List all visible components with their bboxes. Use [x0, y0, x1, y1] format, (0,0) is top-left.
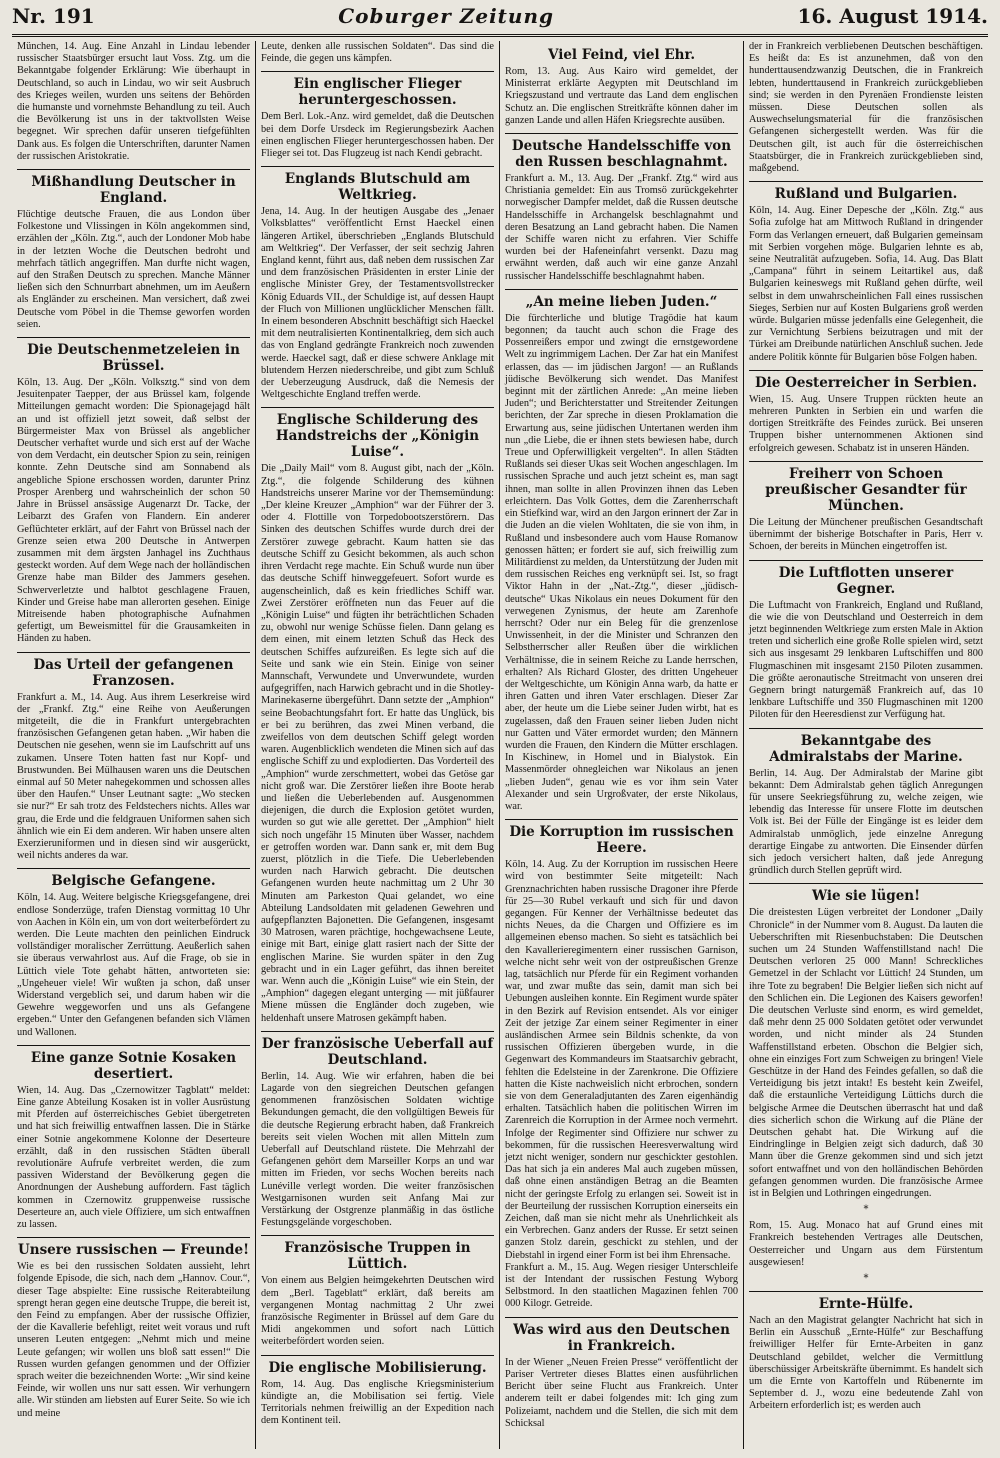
article-heading: Die Luftflotten unserer Gegner.: [749, 560, 983, 597]
article-text: Die dreistesten Lügen verbreitet der Londoner „Daily Chronicle“ in der Nummer vom 8. August. Da lauten die Ueberschriften mit Riesenbuchstaben: Die Deutschen suchen um 24 Stunden Waffenstillstand nach! Die Deutschen verloren 25 000 Mann! Schreckliches Gemetzel in der Schlacht vor Lüttich! 24 Stunden, um ihre Tote zu begraben! Die Belgier ließen sich nicht auf den Schlichen ein. Die Legionen des Kaisers geworfen! Die deutschen Verluste sind enorm, es wird gemeldet, daß mehr denn 25 000 Soldaten getötet oder verwundet worden, und nicht minder als 24 Stunden Waffenstillstand erbeten. Obschon die Belgier sich, ohne ein einziges Fort zum Schweigen zu bringen! Viele Geschütze in der Hand des Feindes gefallen, so daß die Verteidigung bis jetzt intakt! Es besteht kein Zweifel, daß die erstaunliche Verteidigung Lüttichs durch die belgische Armee die Deutschen überrascht hat und daß dies sicherlich schon die Wirkung auf die Pläne der Deutschen gehabt hat. Die Wirkung auf die Eindringlinge in Belgien zeigt sich dadurch, daß 30 Mann über die Grenze gekommen sind und sich jetzt sofort entwaffnet und von den holländischen Behörden gefangen genommen wurden. Die französische Armee ist in Belgien und Lothringen eingedrungen.: [749, 907, 983, 1200]
article-heading: Die Korruption im russischen Heere.: [505, 819, 738, 856]
article-heading: Deutsche Handelsschiffe von den Russen beschlagnahmt.: [505, 133, 738, 170]
article-text: der in Frankreich verbliebenen Deutschen beschäftigen. Es heißt da: Es ist anzunehmen, daß von den hunderttausendzwanzig Deutschen, die in Frankreich lebten, hunderttausend in Frankreich zurückgeblieben sind; sie werden in den Pyrenäen Frondienste leisten müssen. Diese Deutschen sollen als Auswechselungsmaterial für die französischen Gefangenen sichergestellt werden. Was für die Deutschen gilt, ist auch für die österreichischen Staatsbürger, die in Frankreich zurückgeblieben sind, maßgebend.: [749, 41, 983, 175]
article-text: Die Luftmacht von Frankreich, England und Rußland, die wie die von Deutschland und Oesterreich in dem jetzt beginnenden Weltkriege zum ersten Male in Aktion treten und sicherlich eine große Rolle spielen wird, setzt sich aus insgesamt 29 lenkbaren Luftschiffen und 800 Flugmaschinen mit insgesamt 2150 Piloten zusammen. Die größte aeronautische Streitmacht von unseren drei Gegnern bringt naturgemäß Frankreich auf, das 10 lenkbare Luftschiffe und 350 Flugmaschinen mit 1200 Piloten für den Heeresdienst zur Verfügung hat.: [749, 599, 983, 721]
article-text: Köln, 14. Aug. Einer Depesche der „Köln. Ztg.“ aus Sofia zufolge hat am Mittwoch Rußland in dringender Form das Verlangen erneuert, daß Bulgarien gemeinsam mit Serbien vorgehen möge. Bulgarien lehnte es ab, seine Neutralität aufzugeben. Sofia, 14. Aug. Das Blatt „Campana“ führt in seinem Leitartikel aus, daß Bulgarien keineswegs mit Rußland gehen dürfte, weil selbst in dem unwahrscheinlichen Fall eines russischen Sieges, Serbien nur auf Kosten Bulgariens groß werden würde. Bulgarien müsse jedenfalls eine Gelegenheit, die zur Vernichtung Serbiens beizutragen und mit der Türkei am Dreibunde natürlichen Anschluß suchen. Jede andere Politik könnte für Bulgarien böse Folgen haben.: [749, 205, 983, 363]
issue-date: 16. August 1914.: [797, 4, 988, 28]
article-heading: Unsere russischen — Freunde!: [17, 1237, 250, 1258]
article-heading: „An meine lieben Juden.“: [505, 289, 738, 310]
newspaper-title: Coburger Zeitung: [338, 4, 554, 28]
article-heading: Rußland und Bulgarien.: [749, 181, 983, 202]
article-text: Wien, 15. Aug. Unsere Truppen rückten heute an mehreren Punkten in Serbien ein und warfen die dortigen Streitkräfte des Feindes zurück. Bei unseren Truppen bisher unternommenen Aktionen sind erfolgreich gewesen. Schabatz ist in unseren Händen.: [749, 393, 983, 454]
columns: [12, 41, 988, 1449]
article-text: Frankfurt a. M., 13. Aug. Der „Frankf. Ztg.“ wird aus Christiania gemeldet: Ein aus Tromsö zurückgekehrter norwegischer Dampfer meldet, daß die Russen deutsche Handelsschiffe in Archangelsk beschlagnahmt und deren Besatzung an Land gebracht haben. Die Namen der Schiffe waren nicht zu erfahren. Vier Schiffe wurden bei der Hafeneinfahrt versenkt. Dazu mag erwähnt werden, daß auch wir eine ganze Anzahl russischer Handelsschiffe beschlagnahmt haben.: [505, 173, 738, 282]
article-heading: Französische Truppen in Lüttich.: [261, 1235, 494, 1272]
article-text: Frankfurt a. M., 14. Aug. Aus ihrem Leserkreise wird der „Frankf. Ztg.“ eine Reihe von Aeußerungen mitgeteilt, die die in Frankfurt untergebrachten französischen Gefangenen getan haben. „Wir haben die Deutschen nie gesehen, wenn sie im Laufschritt auf uns zukamen. Unsere Toten hatten fast nur Kopf- und Brustwunden. Bei Mülhausen waren uns die Deutschen einmal auf 50 Meter nahegekommen und schossen alles über den Haufen.“ Unser Leutnant sagte: „Wo stecken sie nur?“ Er sah trotz des Feldstechers nichts. Alles war grau, die Erde und die feldgrauen Uniformen sahen sich ähnlich wie ein Ei dem anderen. Wir haben unsere alten Exerzieruniformen und in diesen sind wir ausgerückt, weil nichts anderes da war.: [17, 691, 250, 862]
article-text: Flüchtige deutsche Frauen, die aus London über Folkestone und Vlissingen in Köln angekommen sind, erzählen der „Köln. Ztg.“, auch der Londoner Mob habe in der letzten Woche die Deutschen bedroht und mehrfach tätlich angegriffen. Man durfte nicht wagen, auf den Straßen Deutsch zu sprechen. Manche Männer ließen sich den Schnurrbart abnehmen, um im Aeußern als Engländer zu erscheinen. Man versichert, daß zwei Deutsche vom Pöbel in die Themse geworfen worden seien.: [17, 209, 250, 330]
article-text: Von einem aus Belgien heimgekehrten Deutschen wird dem „Berl. Tageblatt“ erklärt, daß bereits am vergangenen Montag nachmittag 2 Uhr zwei französische Regimenter in Brüssel auf dem Gare du Midi angekommen und sofort nach Lüttich weiterbefördert worden seien.: [261, 1275, 494, 1348]
article-heading: Was wird aus den Deutschen in Frankreich.: [505, 1317, 738, 1354]
article-heading: Freiherr von Schoen preußischer Gesandter für München.: [749, 461, 983, 514]
separator-star: *: [863, 1273, 869, 1285]
article-text: Köln, 14. Aug. Weitere belgische Kriegsgefangene, drei endlose Sonderzüge, trafen Dienstag vormittag 10 Uhr von Aachen in Köln ein, um von dort weiterbefördert zu werden. Die Leute machten den peinlichen Eindruck vollständiger moralischer Zerrüttung. Aeußerlich sahen sie überaus verwahrlost aus. Auf die Frage, ob sie in Lüttich viele Tote gehabt hätten, antworteten sie: „Ungeheuer viele! Wir wußten ja schon, daß unser Widerstand vergeblich sei, und darum haben wir die Gewehre weggeworfen und uns als Gefangene ergeben.“ Unter den Gefangenen befanden sich Vlämen und Wallonen.: [17, 892, 250, 1038]
article-text: Köln, 14. Aug. Zu der Korruption im russischen Heere wird von bestimmter Seite mitgeteilt: Nach Grenznachrichten haben russische Dragoner ihre Pferde für 25—30 Rubel verkauft und sich für und davon gegangen. Für Kenner der Verhältnisse bedeutet das nichts Neues, da die Chargen und Offiziere es im allgemeinen ebenso machen. So sieht es tatsächlich bei den Kavallerieregimentern einer russischen Garnison, welche nicht sehr weit von der ostpreußischen Grenze lag, tatsächlich nur Pferde für ein Regiment vorhanden war, und zwar mußte das sein, damit man sich bei Uebungen ausleihen konnte. Ein Regiment wurde später in den Bezirk auf Revision entsendet. Als vor einiger Zeit der jetzige Zar einem seiner Regimenter in einer ausländischen Armee sein Bildnis schenkte, da von russischen Offizieren übergeben wurde, in die Gegenwart des Kommandeurs im Staatsarchiv gebracht, fehlten die Edelsteine in der Zarenkrone. Die Offiziere hatten die Kiste nachweislich nicht erbrochen, sondern sie von dem Generaladjutanten des Zaren eigenhändig erhalten. Tatsächlich haben die politischen Wirren im Zarenreich die Korruption in der Armee noch vermehrt. Infolge der Regimenter sind Offiziere nur schwer zu bekommen, für die russischen Heeresverwaltung wird jetzt nicht weniger, sondern nur geschickter gestohlen. Das hat sich ja ein anderes Mal auch zugeben müssen, daß ohne einen anständigen Betrag an die Beamten nicht der geringste Erfolg zu erlangen sei. Soweit ist in der Beurteilung der russischen Korruption einerseits ein Zeichen, daß man sie nicht mehr als Unehrlichkeit als ein Verbrechen. Ganz anders der Russe. Er setzt seinen ganzen Stolz darein, geschickt zu stehlen, und der Diebstahl in irgend einer Form ist bei ihm Ehrensache.: [505, 859, 738, 1261]
article-heading: Die englische Mobilisierung.: [261, 1355, 494, 1376]
article-heading: Das Urteil der gefangenen Franzosen.: [17, 652, 250, 689]
article-heading: Bekanntgabe des Admiralstabs der Marine.: [749, 728, 983, 765]
article-heading: Mißhandlung Deutscher in England.: [17, 169, 250, 206]
article-text: Die Leitung der Münchener preußischen Gesandtschaft übernimmt der bisherige Botschafter in Paris, Herr v. Schoen, der bereits in München eingetroffen ist.: [749, 516, 983, 553]
column-3: [500, 41, 744, 1449]
article-heading: Englands Blutschuld am Weltkrieg.: [261, 166, 494, 203]
article-heading: Ein englischer Flieger heruntergeschossen.: [261, 71, 494, 108]
article-text: Dem Berl. Lok.-Anz. wird gemeldet, daß die Deutschen bei dem Dorfe Ursdeck im Regierungsbezirk Aachen einen englischen Flieger heruntergeschossen haben. Der Flieger sei tot. Das Flugzeug ist nach Kendi gebracht.: [261, 111, 494, 160]
article-heading: Die Oesterreicher in Serbien.: [749, 370, 983, 391]
article-heading: Wie sie lügen!: [749, 883, 983, 904]
article-text: Rom, 15. Aug. Monaco hat auf Grund eines mit Frankreich bestehenden Vertrages alle Deutschen, Oesterreicher und Ungarn aus dem Fürstentum ausgewiesen!: [749, 1220, 983, 1268]
column-1: [12, 41, 256, 1449]
column-4: [744, 41, 988, 1449]
article-heading: Viel Feind, viel Ehr.: [547, 47, 696, 63]
article-text: Die fürchterliche und blutige Tragödie hat kaum begonnen; da taucht auch schon die Frage des Possenreißers empor und zwingt die ernstgewordene Welt zu ingrimmigem Lachen. Der Zar hat ein Manifest erlassen, das — im jüdischen Jargon! — an Rußlands jüdische Bevölkerung sich wendet. Das Manifest beginnt mit der zärtlichen Anrede: „An meine lieben Juden“; und Berichterstatter und Streitender Zeitungen berichten, der Zar spreche in diesen Proklamation die Erwartung aus, seine jüdischen Untertanen werden ihm nun „die Liebe, die er ihnen stets bewiesen habe, durch Treue und Opferwilligkeit vergelten“. In allen Städten Rußlands sei dieser Ukas seit Wochen angeschlagen. Im russischen Sprache und auch jetzt scheint es, man sagt ihnen, man sollte in allen Provinzen ihnen das Leben erleichtern. Das Volk Gottes, dem die Zarenherrschaft ein Stiefkind war, wird an den Jargon erinnert der Zar in die Juden an die vielen Wohltaten, die sie von ihm, in Rußland und insbesondere auch vom Hause Romanow genossen hätten; er fordert sie auf, sich freiwillig zum Militärdienst zu melden, da Unterstützung der Juden mit dem russischen Reiches eng verknüpft sei. Ist, so fragt Viktor Hahn in der „Nat.-Ztg.“, dieser „jüdisch-deutsche“ Ukas Nikolaus ein neues Dokument für den verwegenen Zynismus, der heute am Zarenhofe herrscht? Oder nur ein Beleg für die grenzenlose Unwissenheit, in der die Minister und Schranzen den Selbstherrscher aller Reußen über die wirklichen Verhältnisse, die in seinem Reiche zu Lande herrschen, erhalten? Als Richard Gloster, des dritten Ungeheuer der Weltgeschichte, um Königin Anna warb, da hatte er ihren Gatten und ihren Vater erschlagen. Dieser Zar aber, der heute um die Liebe seiner Juden wirbt, hat es zugelassen, daß den Frauen seiner lieben Juden nicht nur Gatten und Väter ermordet wurden; den Männern wurden die Frauen, den Kindern die Mütter erschlagen. In Kischinew, in Homel und in Bialystok. Ein Massenmörder ohnegleichen war Nikolaus an jenen „lieben Juden“, genau wie es vor ihm sein Vater Alexander und sein Urgroßvater, der erste Nikolaus, war.: [505, 312, 738, 812]
article-text: Wie es bei den russischen Soldaten aussieht, lehrt folgende Episode, die sich, nach dem „Hannov. Cour.“, dieser Tage abspielte: Eine russische Reiterabteilung sprengt heran gegen eine deutsche Truppe, die bereit ist, den Feind zu empfangen. Aber der russische Offizier, der die Kavallerie befehligt, reitet weit voraus und ruft unseren Leuten entgegen: „Nehmt mich und meine Leute gefangen; wir wollen uns bloß satt essen!“ Die Russen wurden gefangen genommen und der Offizier sprach weiter die bezeichnenden Worte: „Wir sind keine Feinde, wir wollen uns nur satt essen. Wir verhungern alle. Wir stünden am liebsten auf Eurer Seite. So wie ich und meine: [17, 1261, 250, 1419]
masthead: [12, 4, 988, 37]
article-text: Nach an den Magistrat gelangter Nachricht hat sich in Berlin ein Ausschuß „Ernte-Hülfe“ zur Beschaffung freiwilliger Helfer für Ernte-Arbeiten in ganz Deutschland gebildet, welcher die Vermittlung überschüssiger Arbeitskräfte übernimmt. Es handelt sich um die Ernte von Kartoffeln und Rübenernte im September d. J., wozu eine bedeutende Zahl von Arbeitern erforderlich ist; es werden auch: [749, 1315, 983, 1412]
separator-star: *: [863, 1204, 869, 1216]
article-heading: Der französische Ueberfall auf Deutschland.: [261, 1031, 494, 1068]
issue-number: Nr. 191: [12, 4, 95, 28]
article-heading: Englische Schilderung des Handstreichs der „Königin Luise“.: [261, 407, 494, 460]
column-2: [256, 41, 500, 1449]
article-text: Rom, 14. Aug. Das englische Kriegsministerium kündigte an, die Mobilisation sei fertig. Viele Territorials nehmen freiwillig an der Expedition nach dem Kontinent teil.: [261, 1378, 494, 1427]
article-text: Wien, 14. Aug. Das „Czernowitzer Tagblatt“ meldet: Eine ganze Abteilung Kosaken ist in voller Ausrüstung mit Pferden auf österreichisches Gebiet übergetreten und hat sich freiwillig entwaffnen lassen. Die in Stärke einer Sotnie angekommene Kolonne der Deserteure erzählt, daß in den russischen Städten überall revolutionäre Aufrufe verbreitet werden, die zum passiven Widerstand der Bevölkerung gegen die Anordnungen der Aushebung auffordern. Fast täglich kommen in Czernowitz gruppenweise russische Deserteure an, auch viele Offiziere, um sich entwaffnen zu lassen.: [17, 1084, 250, 1231]
article-heading: Eine ganze Sotnie Kosaken desertiert.: [17, 1045, 250, 1082]
article-text: Leute, denken alle russischen Soldaten“. Das sind die Feinde, die gegen uns kämpfen.: [261, 41, 494, 65]
article-text: Köln, 13. Aug. Der „Köln. Volksztg.“ sind von dem Jesuitenpater Taepper, der aus Brüssel kam, folgende Mitteilungen gemacht worden: Die Spionagejagd hält an und ist offiziell jetzt soweit, daß selbst der Bürgermeister Max von Brüssel als angeblicher Deutscher verhaftet wurde und sich erst auf der Wache von dem Verdacht, ein deutscher Spion zu sein, reinigen konnte. Zehn Deutsche sind am Sonnabend als angebliche Spione erschossen worden, darunter Prinz Prosper Arenberg und wahrscheinlich der schon 50 Jahre in Brüssel ansässige Augenarzt Dr. Tacke, der Leibarzt des Grafen von Flandern. Ein anderer Geflüchteter erklärt, auf der Fahrt von Brüssel nach der Grenze seien etwa 200 Deutsche in Antwerpen zusammen mit dem ärgsten Janhagel ins Zuchthaus gesteckt worden. Auf dem Wege nach der holländischen Grenze habe man Bilder des Jammers gesehen. Schwerverletzte und halbtot geschlagene Frauen, Kinder und Greise habe man allerorten gesehen. Einige Mitreisende haben photographische Aufnahmen gefertigt, um Beweismittel für die Grausamkeiten in Händen zu haben.: [17, 377, 250, 645]
article-text: München, 14. Aug. Eine Anzahl in Lindau lebender russischer Staatsbürger ersucht laut Voss. Ztg. um die Bekanntgabe folgender Erklärung: Wie überhaupt in Deutschland, so auch in Lindau, wo wir seit Ausbruch des Krieges weilen, wurden uns seitens der Behörden die humanste und vornehmste Behandlung zu teil. Auch die Bevölkerung ist uns in der taktvollsten Weise begegnet. Wir sprechen dafür unseren tiefgefühlten Dank aus. Es folgen die Unterschriften, darunter Namen der russischen Aristokratie.: [17, 41, 250, 162]
article-heading: Belgische Gefangene.: [17, 868, 250, 889]
article-heading: Die Deutschenmetzeleien in Brüssel.: [17, 337, 250, 374]
article-text: Berlin, 14. Aug. Wie wir erfahren, haben die bei Lagarde von den siegreichen Deutschen gefangen genommenen französischen Soldaten wichtige Bekundungen gemacht, die den vollgültigen Beweis für die deutsche Regierung erbracht haben, daß Frankreich bereits seit vielen Wochen mit allen Mitteln zum Ueberfall auf Deutschland rüstete. Die Mehrzahl der Gefangenen gehört dem Marseiller Korps an und war mitten im Frieden, vor sechs Wochen bereits nach Lunéville verlegt worden. Die weiter französischen Westgarnisonen wurden seit Anfang Mai zur Verstärkung der Ostgrenze planmäßig in das östliche Festungsgelände vorgeschoben.: [261, 1070, 494, 1229]
article-text: Jena, 14. Aug. In der heutigen Ausgabe des „Jenaer Volksblattes“ veröffentlicht Ernst Haeckel einen längeren Artikel, überschrieben „Englands Blutschuld am Weltkrieg“. Der Verfasser, der seit sechzig Jahren England kennt, führt aus, daß neben dem russischen Zar und dem französischen Präsidenten in erster Linie der englische Minister Grey, der Testamentsvollstrecker König Eduards VII., der Schuldige ist, auf dessen Haupt der Fluch von Millionen unglücklicher Menschen fällt. In einem besonderen Abschnitt beschäftigt sich Haeckel mit dem neutralisierten Kontinentalkrieg, dem sich auch das von England gedrängte Frankreich noch zuwenden werde. Haeckel sagt, daß er diese schwere Anklage mit blutendem Herzen niederschreibe, und gibt zum Schluß der Ueberzeugung Ausdruck, daß die Nemesis der Weltgeschichte England treffen werde.: [261, 206, 494, 401]
article-text: Die „Daily Mail“ vom 8. August gibt, nach der „Köln. Ztg.“, die folgende Schilderung des kühnen Handstreichs unserer Marine vor der Themsemündung: „Der kleine Kreuzer „Amphion“ war der Führer der 3. oder 4. Flottille von Torpedobootszerstörern. Das Sinken des deutschen Schiffes wurde durch drei der Zerstörer zuwege gebracht. Kaum hatten sie das deutsche Schiff zu Gesicht bekommen, als auch schon ihren Verdacht rege machte. Ein Schuß wurde nun über das deutsche Schiff hinweggefeuert. Sofort wurde es augenscheinlich, daß es kein friedliches Schiff war. Zwei Zerstörer eröffneten nun das Feuer auf die „Königin Luise“ und fügten ihr beträchtlichen Schaden zu, obwohl nur wenige Schüsse fielen. Dann gelang es dem einen, mit einem letzten Schuß das Heck des deutschen Schiffes aufzureißen. Es legte sich auf die Seite und sank wie ein Stein. Einige von seiner Mannschaft, Verwundete und Unverwundete, wurden aufgegriffen, nach Harwich gebracht und in die Shotley-Marinekaserne übergeführt. Dann setzte der „Amphion“ seine Beobachtungsfahrt fort. Er hatte das Unglück, bis er bei zu berühren, das zwei Minen verband, die zweifellos von dem deutschen Schiff gelegt worden waren. Augenblicklich wendeten die Minen sich auf das englische Schiff zu und explodierten. Das Vorderteil des „Amphion“ wurde zerschmettert, wobei das Getöse gar nicht groß war. Die Zerstörer ließen ihre Boote herab und ließen die Ueberlebenden auf. Ausgenommen diejenigen, die durch die Explosion getötet wurden, wurden so gut wie alle gerettet. Der „Amphion“ hielt sich noch ungefähr 15 Minuten über Wasser, nachdem er getroffen worden war. Dann sank er, mit dem Bug zuerst, plötzlich in die Tiefe. Die Ueberlebenden wurden nach Harwich gebracht. Die deutschen Gefangenen wurden heute nachmittag um 2 Uhr 30 Minuten am Parkeston Quai gelandet, wo eine Abteilung Landsoldaten mit geladenen Gewehren und aufgepflanzten Bajonetten. Die Gefangenen, insgesamt 30 Matrosen, waren prächtige, hochgewachsene Leute, einige mit Bart, einige glatt rasiert nach der Sitte der englischen Marine. Sie wurden später in den Zug gebracht und in ein Lager geführt, das ihnen bereitet war. Wenn auch die „Königin Luise“ wie ein Stein, der „Amphion“ dagegen elegant unterging — mit jüßfaurer Miene müssen die Engländer doch zugeben, wie heldenhaft unsere Matrosen gekämpft haben.: [261, 463, 494, 1024]
article-text: Rom, 13. Aug. Aus Kairo wird gemeldet, der Ministerrat erklärte Aegypten mit Deutschland im Kriegszustand und vertraute das Land dem englischen Schutz an. Die englischen Streitkräfte können daher im ganzen Lande und allen Häfen Kriegsrechte ausüben.: [505, 66, 738, 126]
article-heading: Ernte-Hülfe.: [749, 1291, 983, 1312]
article-text: In der Wiener „Neuen Freien Presse“ veröffentlicht der Pariser Vertreter dieses Blattes einen ausführlichen Bericht über seine Flucht aus Frankreich. Unter anderem teilt er dabei folgendes mit: Ich ging zum Polizeiamt, nachdem und die Stellen, die sich mit dem Schicksal: [505, 1356, 738, 1429]
article-text: Berlin, 14. Aug. Der Admiralstab der Marine gibt bekannt: Dem Admiralstab gehen täglich Anregungen für unsere Seekriegsführung zu, welche zeigen, wie lebendig das Interesse für unsere Flotte im deutschen Volk ist. Bei der Fülle der Eingänge ist es leider dem Admiralstab unmöglich, jede einzelne Anregung derartige Eingabe zu antworten. Die Einsender dürfen sich jedoch versichert halten, daß jede Anregung gründlich durch Stellen geprüft wird.: [749, 767, 983, 877]
article-text: Frankfurt a. M., 15. Aug. Wegen riesiger Unterschleife ist der Intendant der russischen Festung Wyborg Selbstmord. In den staatlichen Magazinen fehlen 700 000 Kilogr. Getreide.: [505, 1261, 738, 1310]
